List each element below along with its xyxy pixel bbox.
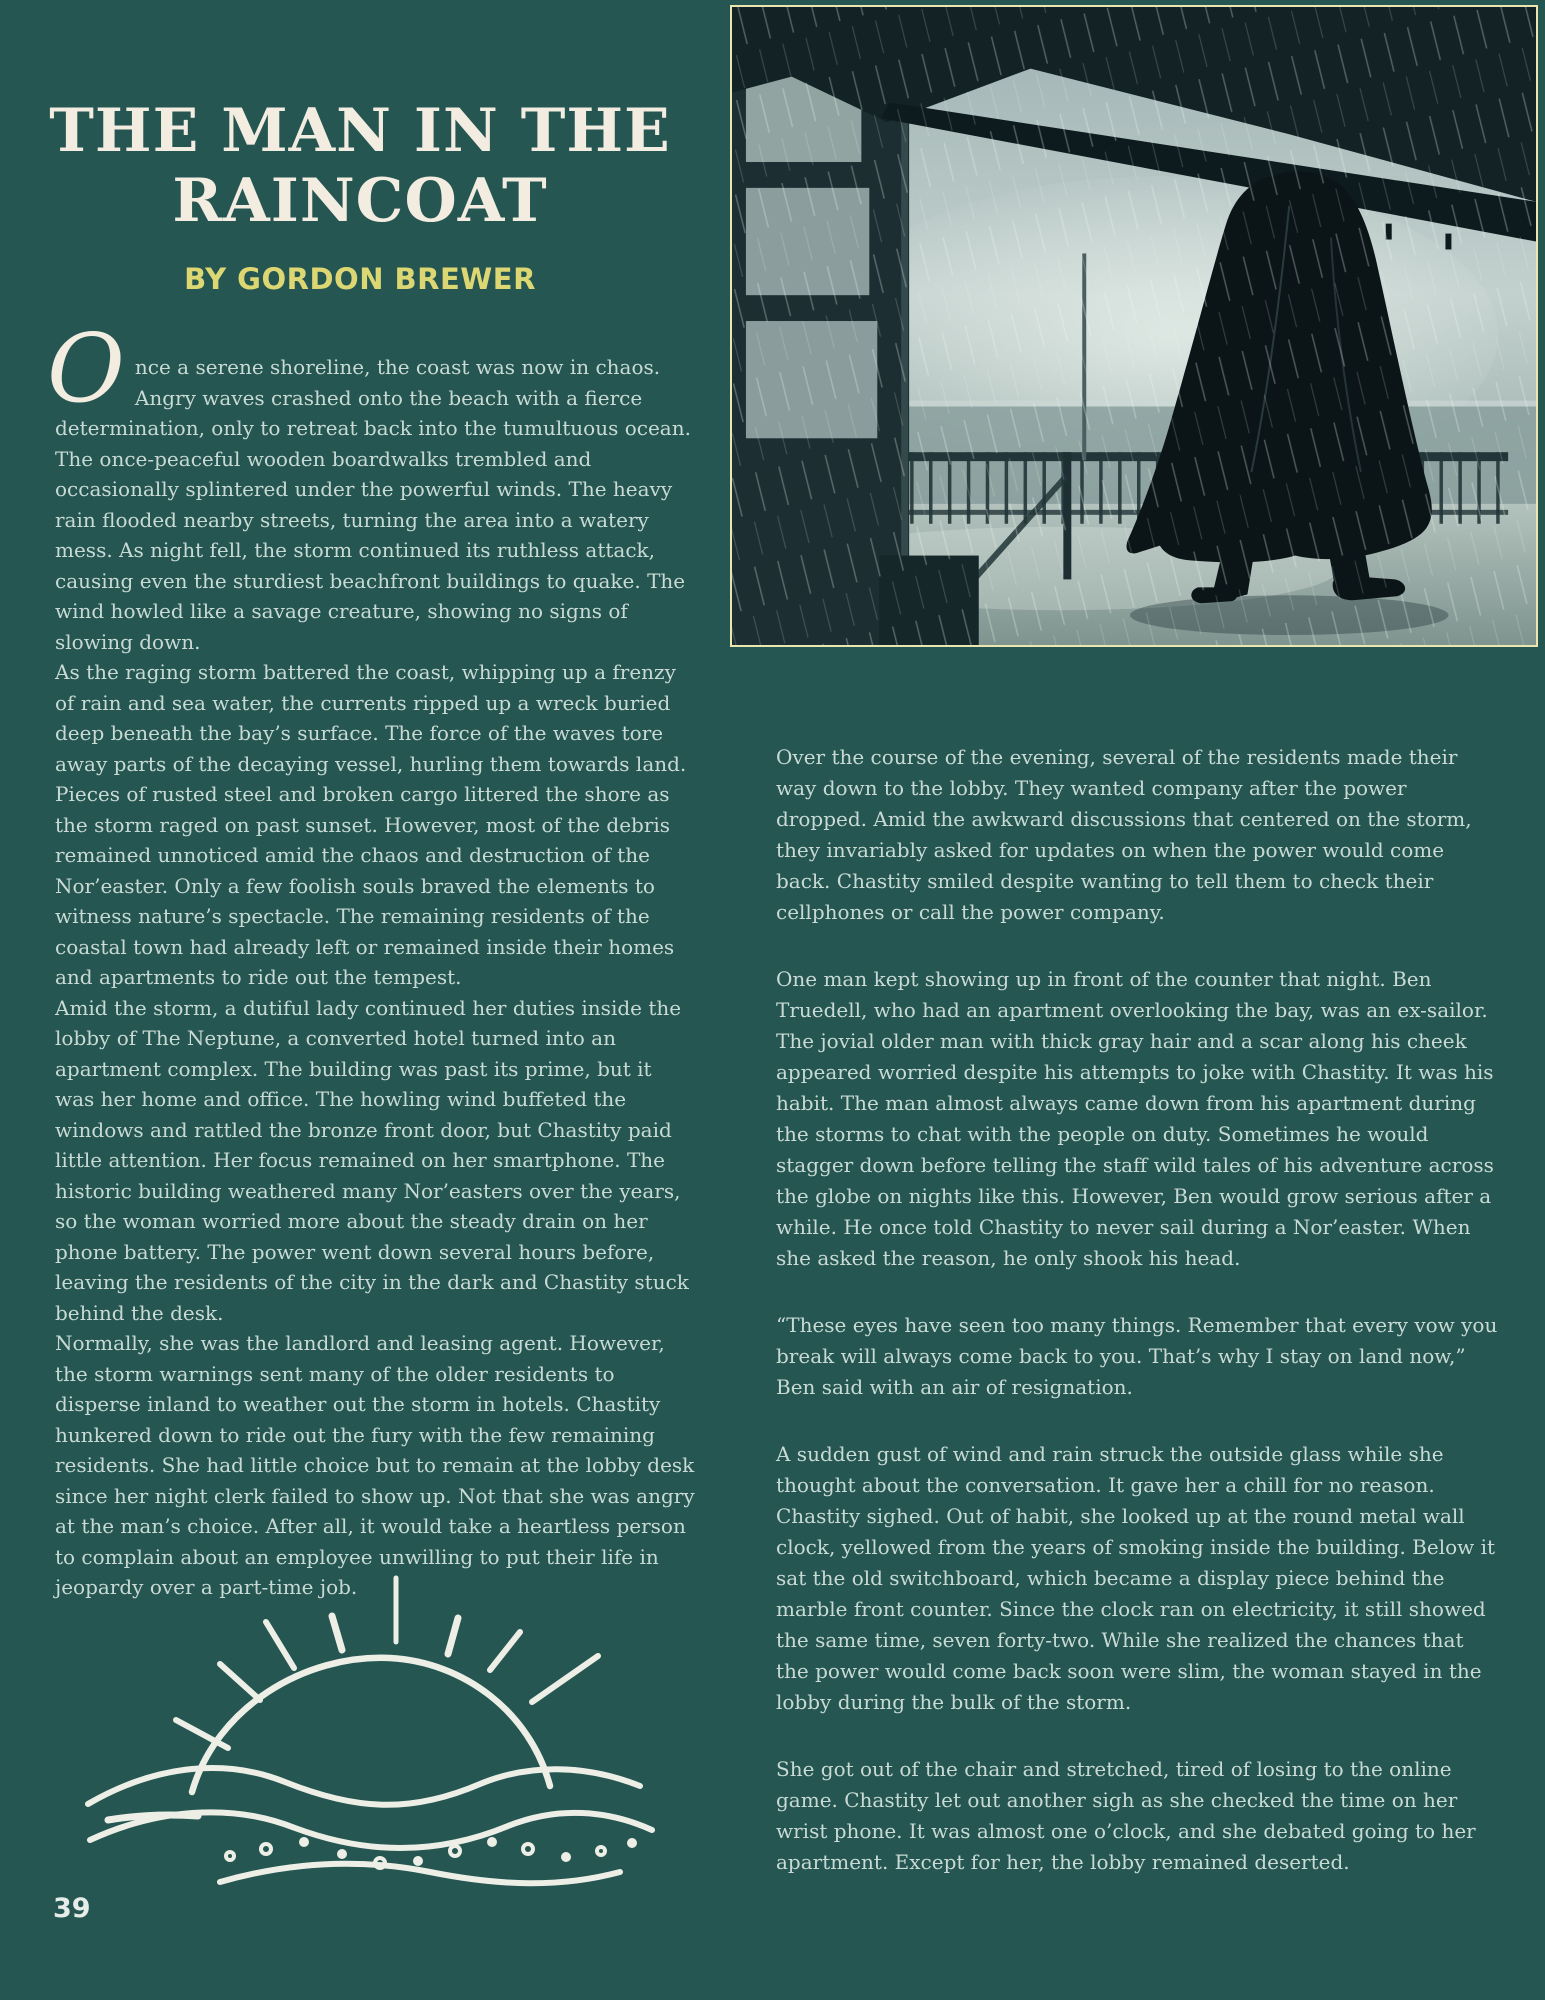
article-title-line2: RAINCOAT [172, 166, 548, 236]
sun-waves-drawing [80, 1572, 670, 1892]
body-paragraph: Normally, she was the landlord and leasing agent. However, the storm warnings sent many of the older residents to disperse inland to weather out the storm in hotels. Chastity hunkered down to ride out the fury with the few remaining residents. She had little choice but to remain at the lobby desk since her night clerk failed to show up. Not that she was angry at the man’s choice. After all, it would take a heartless person to complain about an employee unwilling to put their life in jeopardy over a part-time job. [55, 1331, 695, 1599]
sun-waves-artwork [80, 1572, 670, 1892]
wave-line-3 [220, 1864, 620, 1884]
body-paragraph-text: nce a serene shoreline, the coast was now in chaos. Angry waves crashed onto the beach with a fierce determination, only to retreat back into the tumultuous ocean. The once-peaceful wooden boardwalks trembled and occasionally splintered under the powerful winds. The heavy rain flooded nearby streets, turning the area into a watery mess. As night fell, the storm continued its ruthless attack, causing even the sturdiest beachfront buildings to quake. The wind howled like a savage creature, showing no signs of slowing down. [55, 355, 691, 654]
body-paragraph: Amid the storm, a dutiful lady continued her duties inside the lobby of The Neptune, a converted hotel turned into an apartment complex. The building was past its prime, but it was her home and office. The howling wind buffeted the windows and rattled the bronze front door, but Chastity paid little attention. Her focus remained on her smartphone. The historic building weathered many Nor’easters over the years, so the woman worried more about the steady drain on her phone battery. The power went down several hours before, leaving the residents of the city in the dark and Chastity stuck behind the desk. [55, 995, 689, 1325]
body-paragraph: Over the course of the evening, several of the residents made their way down to the lobby. They wanted company after the power dropped. Amid the awkward discussions that centered on the storm, they invariably asked for updates on when the power would come back. Chastity smiled despite wanting to tell them to check their cellphones or call the power company. [776, 745, 1472, 924]
sun-rays [176, 1578, 598, 1748]
left-column [47, 314, 695, 1603]
rain-streaks [732, 7, 1536, 645]
body-paragraph: A sudden gust of wind and rain struck the outside glass while she thought about the conversation. It gave her a chill for no reason. Chastity sighed. Out of habit, she looked up at the round metal wall clock, yellowed from the years of smoking inside the building. Below it sat the old switchboard, which became a display piece behind the marble front counter. Since the clock ran on electricity, it still showed the same time, seven forty-two. While she realized the chances that the power would come back soon were slim, the woman stayed in the lobby during the bulk of the storm. [776, 1442, 1496, 1714]
wave-line-1 [88, 1768, 640, 1805]
raincoat-photo [730, 5, 1538, 647]
article-title-line1: THE MAN IN THE [49, 96, 671, 166]
body-paragraph: As the raging storm battered the coast, whipping up a frenzy of rain and sea water, the currents ripped up a wreck buried deep beneath the bay’s surface. The force of the waves tore away parts of the decaying vessel, hurling them towards land. Pieces of rusted steel and broken cargo littered the shore as the storm raged on past sunset. However, most of the debris remained unnoticed amid the chaos and destruction of the Nor’easter. Only a few foolish souls braved the elements to witness nature’s spectacle. The remaining residents of the coastal town had already left or remained inside their homes and apartments to ride out the tempest. [55, 660, 687, 989]
wave-line-2 [90, 1812, 652, 1848]
article-byline: BY GORDON BREWER [184, 262, 536, 296]
right-column [776, 742, 1500, 1914]
body-paragraph: One man kept showing up in front of the counter that night. Ben Truedell, who had an apartment overlooking the bay, was an ex-sailor. The jovial older man with thick gray hair and a scar along his cheek appeared worried despite his attempts to joke with Chastity. It was his habit. The man almost always came down from his apartment during the storms to chat with the people on duty. Sometimes he would stagger down before telling the staff wild tales of his adventure across the globe on nights like this. However, Ben would grow serious after a while. He once told Chastity to never sail during a Nor’easter. When she asked the reason, he only shook his head. [776, 967, 1494, 1270]
body-paragraph [47, 314, 695, 657]
article-title [28, 96, 692, 236]
body-paragraph: “These eyes have seen too many things. Remember that every vow you break will always come back to you. That’s why I stay on land now,” Ben said with an air of resignation. [776, 1313, 1498, 1399]
drop-cap: O [47, 314, 125, 424]
raincoat-photo-illustration [732, 7, 1536, 645]
body-paragraph: She got out of the chair and stretched, tired of losing to the online game. Chastity let out another sigh as she checked the time on her wrist phone. It was almost one o’clock, and she debated going to her apartment. Except for her, the lobby remained deserted. [776, 1757, 1476, 1874]
page-number: 39 [53, 1893, 91, 1924]
